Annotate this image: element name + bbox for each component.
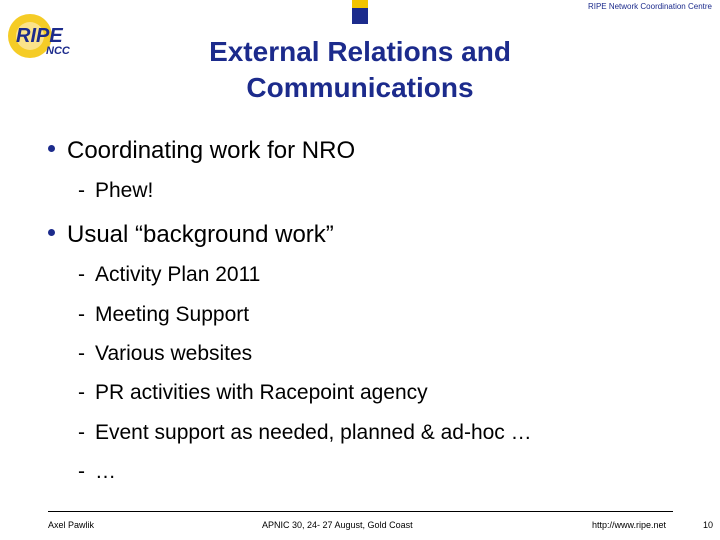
sub-bullet-text: Meeting Support: [95, 303, 250, 326]
dash-icon: -: [78, 342, 85, 365]
organization-name: RIPE Network Coordination Centre: [587, 2, 712, 11]
bullet-item: [48, 221, 334, 249]
sub-bullet-text: Activity Plan 2011: [95, 263, 261, 286]
title-line-2: Communications: [246, 72, 474, 103]
sub-bullet-text: Event support as needed, planned & ad-hoc …: [95, 421, 532, 444]
dash-icon: -: [78, 179, 85, 202]
dash-icon: -: [78, 303, 85, 326]
sub-bullet-item: [78, 341, 252, 367]
sub-bullet-item: [78, 380, 428, 406]
logo-text-ripe: RIPE: [16, 25, 63, 47]
footer-divider: [48, 511, 673, 512]
sub-bullet-text: …: [95, 460, 116, 483]
dash-icon: -: [78, 460, 85, 483]
bullet-text: Coordinating work for NRO: [67, 137, 356, 164]
title-line-1: External Relations and: [209, 36, 511, 67]
logo-text-ncc: NCC: [46, 45, 70, 57]
dash-icon: -: [78, 263, 85, 286]
sub-bullet-text: Phew!: [95, 179, 154, 202]
bullet-dot-icon: [48, 229, 55, 236]
footer-author: Axel Pawlik: [48, 520, 95, 530]
bullet-dot-icon: [48, 145, 55, 152]
sub-bullet-text: PR activities with Racepoint agency: [95, 381, 428, 404]
sub-bullet-item: [78, 178, 153, 204]
sub-bullet-text: Various websites: [95, 342, 253, 365]
slide-title: [140, 34, 580, 106]
footer-event: APNIC 30, 24- 27 August, Gold Coast: [262, 520, 413, 530]
yellow-block: [352, 0, 368, 8]
sub-bullet-item: [78, 262, 260, 288]
dash-icon: -: [78, 421, 85, 444]
dash-icon: -: [78, 381, 85, 404]
sub-bullet-item: [78, 420, 532, 446]
sub-bullet-item: [78, 459, 116, 485]
sub-bullet-item: [78, 302, 249, 328]
page-number: 10: [703, 520, 714, 530]
bullet-text: Usual “background work”: [67, 221, 334, 248]
ripe-ncc-logo: [6, 8, 84, 64]
bullet-item: [48, 137, 355, 165]
footer-url[interactable]: http://www.ripe.net: [592, 520, 667, 530]
blue-block: [352, 8, 368, 24]
brand-blocks: [352, 0, 368, 24]
